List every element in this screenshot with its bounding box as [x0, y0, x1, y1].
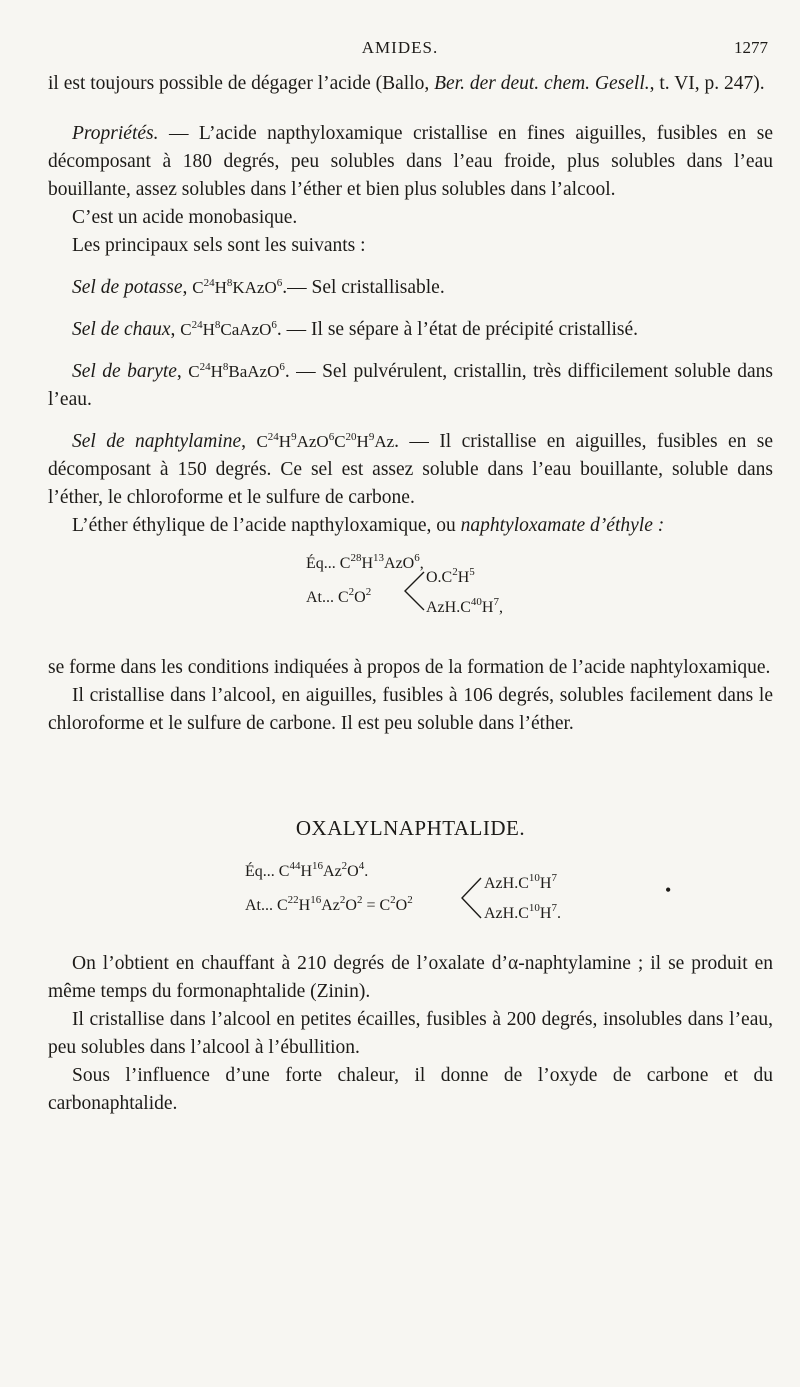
formula: $C^{24}H^8KAzO^6$ [192, 277, 283, 297]
running-title: AMIDES. [361, 38, 439, 57]
formula-eq: Éq... $C^{44}H^{16}Az^2O^4$. [245, 860, 369, 880]
formula-at: At... $C^{22}H^{16}Az^2O^2 = C^2O^2$ [245, 894, 413, 914]
formula-branch-lower: $AzH.C^{10}H^7$. [484, 902, 561, 922]
print-speck: • [665, 880, 672, 900]
salt-baryte: Sel de baryte, $C^{24}H^8BaAzO^6$. — Sel pulvérulent, cristallin, très difficilement soluble dans l’eau. [48, 361, 773, 410]
page-body [48, 70, 773, 1118]
page-number: 1277 [734, 38, 768, 57]
salt-naphtylamine: Sel de naphtylamine, $C^{24}H^9AzO^6C^{20}H^9Az$. — Il cristallise en aiguilles, fusibles en se décomposant à 150 degrés. Ce sel est assez soluble dans l’eau bouillante, soluble dans l’éther, le chloroforme et le sulfure de carbone. [48, 431, 774, 508]
paragraph-ballo: il est toujours possible de dégager l’acide (Ballo, Ber. der deut. chem. Gesell., t. VI, p. 247). [48, 73, 765, 94]
page-header [0, 38, 800, 62]
salt-potasse: Sel de potasse, $C^{24}H^8KAzO^6.—$ Sel cristallisable. [72, 277, 445, 298]
salt-chaux: Sel de chaux, $C^{24}H^8CaAzO^6$. — Il se sépare à l’état de précipité cristallisé. [72, 319, 639, 340]
formula-block-ether [48, 550, 773, 640]
paragraph-obtient: On l’obtient en chauffant à 210 degrés de l’oxalate d’α-naphtylamine ; il se produit en même temps du formonaphtalide (Zinin). [48, 953, 773, 1002]
paragraph-sels-intro: Les principaux sels sont les suivants : [72, 235, 366, 256]
paragraph-influence: Sous l’influence d’une forte chaleur, il donne de l’oxyde de carbone et du carbonaphtalide. [48, 1065, 773, 1114]
formula: $C^{24}H^8BaAzO^6$ [188, 361, 285, 381]
formula-bracket [402, 570, 426, 612]
formula-branch-upper: $O.C^2H^5$ [426, 566, 475, 586]
section-heading: OXALYLNAPHTALIDE. [295, 816, 526, 840]
formula-at: At... $C^2O^2$ [306, 586, 372, 606]
paragraph-ecailles: Il cristallise dans l’alcool en petites écailles, fusibles à 200 degrés, insolubles dans l’eau, peu solubles dans l’alcool à l’ébullition. [48, 1009, 773, 1058]
formula: $C^{24}H^8CaAzO^6$ [180, 319, 277, 339]
compound-name: naphtyloxamate d’éthyle : [460, 515, 665, 536]
formula-eq: Éq... $C^{28}H^{13}AzO^6$, [306, 552, 424, 572]
paragraph-forme: se forme dans les conditions indiquées à propos de la formation de l’acide naphtyloxamique. [48, 657, 771, 678]
formula-branch-lower: $AzH.C^{40}H^7$, [426, 596, 503, 616]
section-label: Propriétés. [72, 123, 159, 144]
formula-bracket [459, 876, 483, 920]
paragraph-proprietes: Propriétés. — L’acide napthyloxamique cristallise en fines aiguilles, fusibles en se décomposant à 180 degrés, peu solubles dans l’eau froide, plus solubles dans l’eau bouillante, assez solubles dans l’éther et bien plus solubles dans l’alcool. [48, 123, 773, 200]
paragraph-cristallise: Il cristallise dans l’alcool, en aiguilles, fusibles à 106 degrés, solubles facilement dans le chloroforme et le sulfure de carbone. Il est peu soluble dans l’éther. [48, 685, 773, 734]
formula: $C^{24}H^9AzO^6C^{20}H^9Az$ [256, 431, 395, 451]
formula-block-oxalyl [48, 858, 773, 936]
formula-branch-upper: $AzH.C^{10}H^7$ [484, 872, 557, 892]
paragraph-ether: L’éther éthylique de l’acide napthyloxamique, ou naphtyloxamate d’éthyle : [72, 515, 665, 536]
paragraph-monobasique: C’est un acide monobasique. [72, 207, 298, 228]
reference: Ber. der deut. chem. Gesell. [434, 73, 650, 94]
